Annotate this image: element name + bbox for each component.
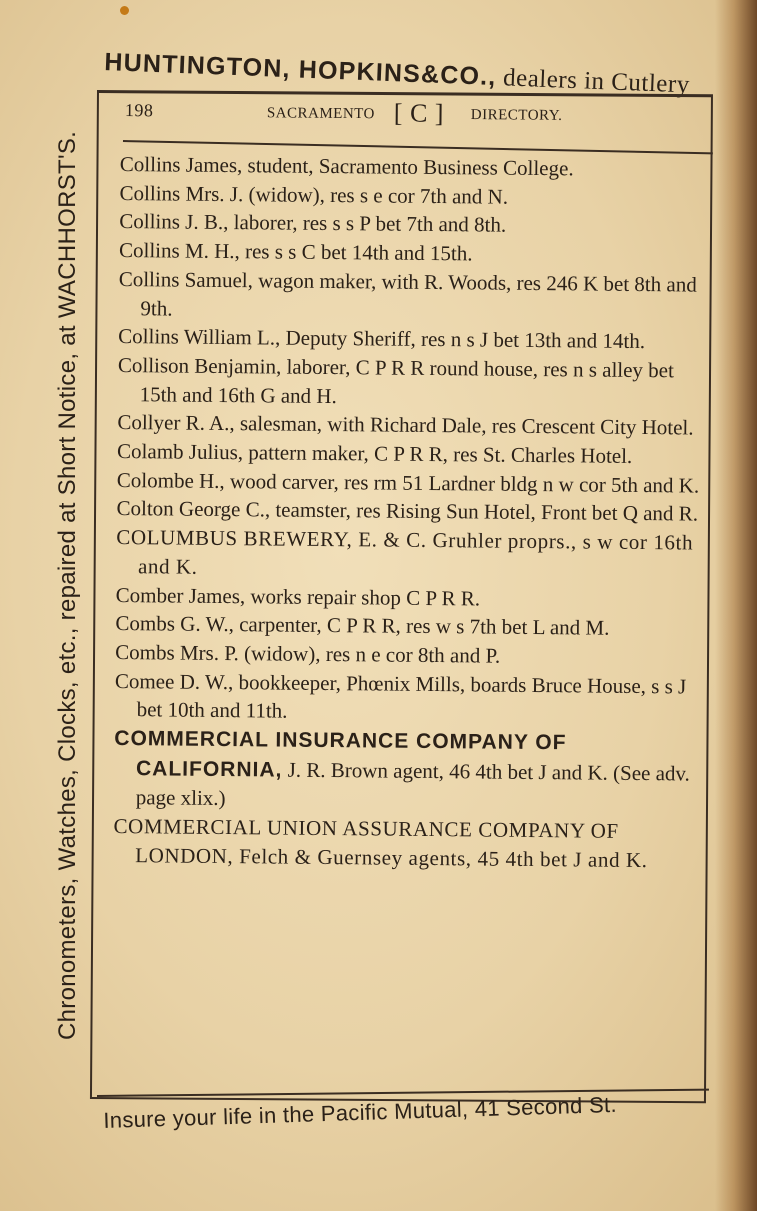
- entry-text: Collins Mrs. J. (widow), res s e cor 7th and N.: [119, 180, 509, 209]
- entry-text: Collins James, student, Sacramento Business College.: [119, 151, 574, 181]
- entry-text: COMMERCIAL UNION ASSURANCE COMPANY OF LONDON, Felch & Guernsey agents, 45 4th bet J and K.: [113, 814, 648, 872]
- entry-text: Combs G. W., carpenter, C P R R, res w s 7th bet L and M.: [115, 611, 610, 640]
- top-ad-trade: dealers in Cutlery: [495, 64, 691, 99]
- header-letter: [ C ]: [393, 98, 445, 128]
- entry-text: COLUMBUS BREWERY, E. & C. Gruhler proprs., s w cor 16th and K.: [116, 525, 694, 579]
- header-title: DIRECTORY.: [470, 107, 563, 124]
- directory-entries: [113, 150, 705, 875]
- entry-text: Colamb Julius, pattern maker, C P R R, res St. Charles Hotel.: [116, 439, 633, 468]
- entry-text: Collins Samuel, wagon maker, with R. Woods, res 246 K bet 8th and 9th.: [118, 266, 697, 321]
- page-number: 198: [124, 100, 154, 121]
- entry-bold-name: COMMERCIAL INSURANCE COMPANY OF CALIFORNIA,: [114, 727, 567, 782]
- entry: [118, 351, 704, 414]
- entry-text: Collins William L., Deputy Sheriff, res n s J bet 13th and 14th.: [118, 324, 646, 354]
- entry-text: Collison Benjamin, laborer, C P R R round house, res n s alley bet 15th and 16th G and H.: [117, 352, 675, 408]
- entry-text: J. R. Brown agent, 46 4th bet J and K. (See adv. page xlix.): [135, 757, 690, 811]
- entry-text: Combs Mrs. P. (widow), res n e cor 8th and P.: [115, 639, 501, 668]
- entry-text: Collins J. B., laborer, res s s P bet 7th and 8th.: [119, 209, 507, 238]
- header-city: SACRAMENTO: [266, 105, 375, 123]
- ink-spot: [120, 6, 129, 15]
- entry: [114, 724, 700, 818]
- entry: [116, 523, 702, 586]
- entry-text: Comber James, works repair shop C P R R.: [115, 582, 481, 611]
- top-ad-firm: HUNTINGTON, HOPKINS&CO.,: [103, 48, 497, 92]
- entry-text: Colton George C., teamster, res Rising Sun Hotel, Front bet Q and R.: [116, 496, 699, 527]
- book-gutter-shadow: [715, 0, 757, 1211]
- entry-text: Colombe H., wood carver, res rm 51 Lardner bldg n w cor 5th and K.: [116, 467, 700, 498]
- entry: [114, 667, 700, 730]
- running-header: [121, 96, 711, 135]
- entry-text: Comee D. W., bookkeeper, Phœnix Mills, boards Bruce House, s s J bet 10th and 11th.: [114, 668, 687, 723]
- entry: [113, 812, 699, 875]
- entry: [118, 265, 704, 328]
- entry-text: Collins M. H., res s s C bet 14th and 15th.: [118, 238, 473, 266]
- bottom-advertisement: Insure your life in the Pacific Mutual, 41 Second St.: [103, 1091, 618, 1133]
- entry-text: Collyer R. A., salesman, with Richard Dale, res Crescent City Hotel.: [117, 410, 694, 440]
- side-advertisement: Chronometers, Watches, Clocks, etc., repaired at Short Notice, at WACHHORST'S.: [54, 130, 81, 1040]
